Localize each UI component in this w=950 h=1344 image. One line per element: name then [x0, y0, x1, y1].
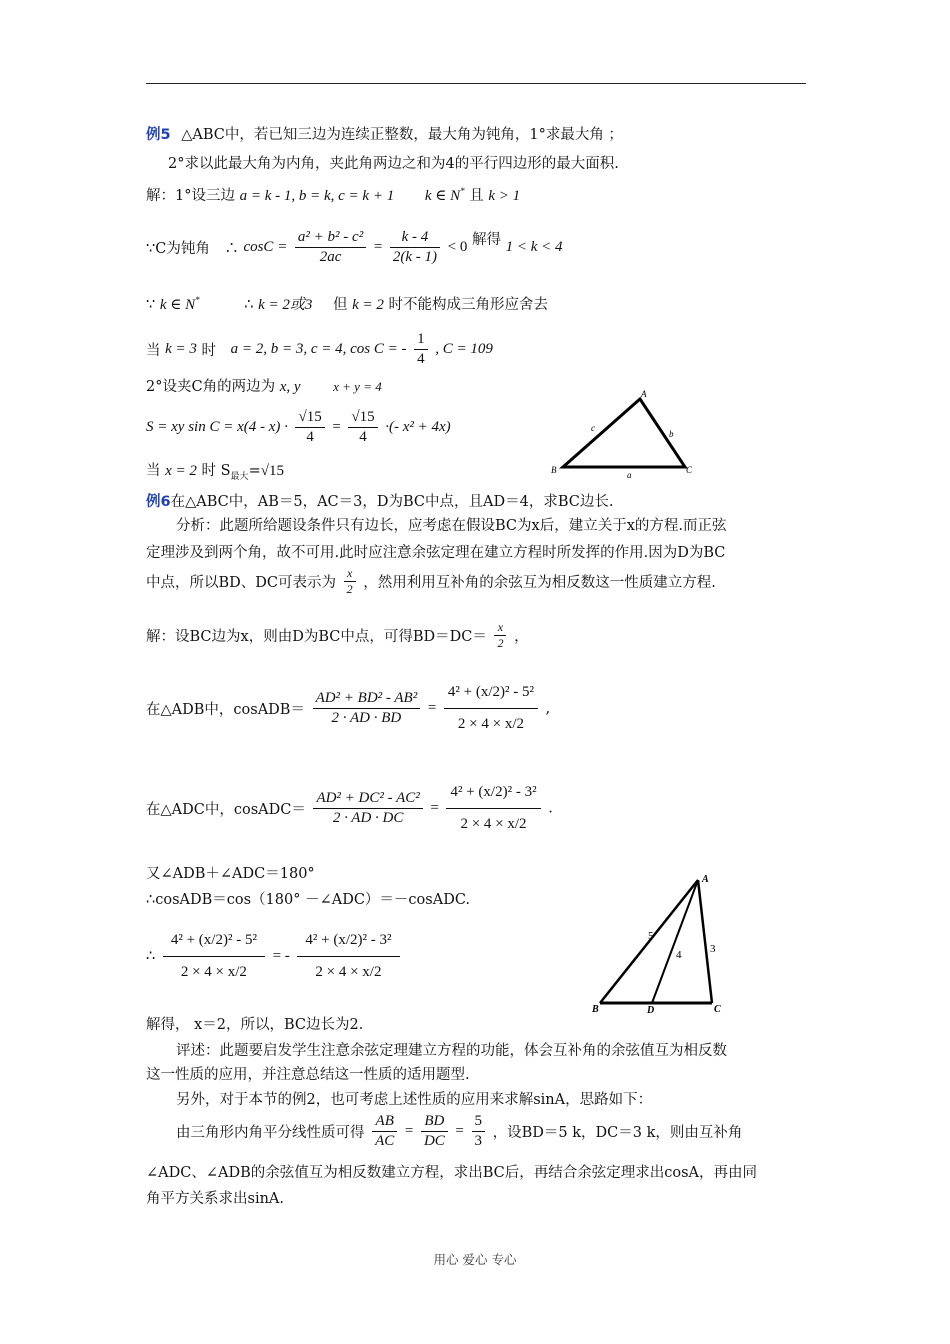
cos-tail: < 0: [447, 238, 468, 255]
when-text: 当: [146, 342, 161, 359]
values-expr: a = 2, b = 3, c = 4, cos C = -: [230, 340, 407, 357]
ex6-equation: [146, 925, 403, 988]
reject-text: 时不能构成三角形应舍去: [388, 297, 548, 313]
ex5-problem-2: 2°求以此最大角为内角，夹此角两边之和为4的平行四边形的最大面积.: [168, 156, 619, 172]
sides-expr: a = k - 1, b = k, c = k + 1: [239, 188, 395, 204]
tri1-label-c-vertex: C: [686, 465, 693, 475]
ex6-also: 另外，对于本节的例2，也可考虑上述性质的应用来求解sinA，思路如下：: [176, 1092, 653, 1108]
tri1-side-a: a: [627, 470, 632, 480]
cos-lhs: cosC =: [243, 238, 288, 255]
max-sub: 最大: [230, 471, 249, 482]
ex5-max: [146, 459, 284, 482]
tri2-vertex-b: B: [592, 1004, 599, 1015]
adb-frac-1: $\frac{\text{AD² + BD² - AB²}}{2 \cdot AD \cdot BD}$: [313, 689, 421, 728]
eq-prefix: ∴: [146, 948, 156, 965]
ab-ac-frac: $\frac{AB}{AC}$: [372, 1112, 397, 1151]
analysis3-a: 中点，所以BD、DC可表示为: [146, 575, 337, 591]
adc-prefix: 在△ADC中，cosADC＝: [146, 801, 306, 818]
ex5-cos-line: [146, 228, 563, 267]
but-text: 但: [332, 297, 348, 313]
adc-tail: .: [548, 800, 553, 817]
when-tail: 时: [201, 342, 216, 359]
solve-text: 解得: [471, 232, 501, 248]
side-ac: [698, 880, 712, 1003]
adb-frac-2: $\frac{\text{4² + (x/2)² - 5²}}{2 \times 4 \times x/2}$: [444, 677, 538, 740]
k-in-n: k ∈ N*: [424, 186, 465, 204]
ex6-problem-line: [146, 490, 613, 511]
tri2-vertex-d: D: [647, 1005, 655, 1016]
ex6-analysis-3: [146, 566, 716, 597]
triangle-figure-1: [545, 385, 700, 480]
ex6-cos-adb: 在△ADB中，cosADB＝ $\frac{\text{AD² + BD² - AB²}}{2 \cdot AD \cdot BD}$ = $\frac{\text{4² + (x/2)² - 5²}}{2 \times 4 \times x/2}$ ,: [146, 677, 550, 740]
half-x-frac: $\frac{x}{2}$: [344, 566, 356, 597]
k-equals-3: k = 3: [165, 340, 197, 357]
since-symbol: ∵: [146, 297, 156, 313]
ex5-k-values: [146, 293, 548, 314]
ex6-angle-sum: 又∠ADB＋∠ADC＝180°: [146, 866, 315, 882]
obtuse-text: ∵C为钝角 ∴: [146, 240, 239, 257]
analysis3-b: ，然用利用互补角的余弦互为相反数这一性质建立方程.: [363, 575, 716, 591]
bisector-b: ，设BD＝5 k，DC＝3 k，则由互补角: [492, 1124, 743, 1141]
therefore-symbol: ∴: [244, 297, 254, 313]
eq-mid: = -: [272, 947, 290, 964]
adb-prefix: 在△ADB中，cosADB＝: [146, 701, 305, 718]
k-equals-2: k = 2: [352, 297, 384, 313]
ex6-comment-2: 这一性质的应用，并注意总结这一性质的适用题型.: [146, 1067, 470, 1083]
k-range: 1 < k < 4: [505, 238, 563, 255]
ex6-final-2: 角平方关系求出sinA.: [146, 1191, 284, 1207]
ex5-area: [146, 408, 451, 447]
ex5-line1: [146, 123, 623, 144]
bisector-a: 由三角形内角平分线性质可得: [176, 1124, 365, 1141]
ex6-solution-line: [146, 620, 529, 651]
cos-eq: =: [373, 238, 383, 255]
k-values: k = 2或3: [258, 297, 313, 313]
xy-vars: x, y: [279, 379, 301, 395]
ex6-analysis-2: 定理涉及到两个角，故不可用.此时应注意余弦定理在建立方程时所发挥的作用.因为D为BC: [146, 545, 726, 561]
half-x-frac-2: $\frac{x}{2}$: [494, 620, 506, 651]
ex6-cos-adc: 在△ADC中，cosADC＝ $\frac{\text{AD² + DC² - AC²}}{2 \cdot AD \cdot DC}$ = $\frac{\text{4² + (x/2)² - 3²}}{2 \times 4 \times x/2}$ .: [146, 777, 553, 840]
ex6-problem: 在△ABC中，AB＝5，AC＝3，D为BC中点，且AD＝4，求BC边长.: [170, 494, 614, 510]
tri2-len-ad: 4: [676, 949, 682, 961]
tri1-label-a-vertex: A: [641, 389, 647, 399]
sqrt15-frac-1: $\frac{√15}{4}$: [295, 408, 324, 447]
tri2-vertex-a: A: [702, 874, 709, 885]
adb-tail: ,: [545, 700, 551, 717]
max-mid: 时 S: [201, 463, 231, 479]
ex5-problem-1: △ABC中，若已知三边为连续正整数，最大角为钝角，1°求最大角 ；: [181, 127, 623, 143]
eq-frac-left: $\frac{\text{4² + (x/2)² - 5²}}{2 \times 4 \times x/2}$: [163, 925, 265, 988]
tri2-len-ab: 5: [648, 930, 654, 942]
angle-c: , C = 109: [435, 340, 493, 357]
area-lhs: S = xy sin C = x(4 - x) ·: [146, 418, 288, 435]
cos-frac-1: $\frac{\text{a² + b² - c²}}{2ac}$: [295, 228, 366, 267]
ex6-analysis-1: 分析：此题所给题设条件只有边长，应考虑在假设BC为x后，建立关于x的方程.而正弦: [176, 518, 727, 534]
max-value: √15: [260, 463, 284, 479]
k-gt-1: k > 1: [488, 188, 521, 204]
tri2-len-ac: 3: [710, 943, 716, 955]
ex6-bisector-line: 由三角形内角平分线性质可得 $\frac{AB}{AC}$ = $\frac{BD}{DC}$ = $\frac{5}{3}$ ，设BD＝5 k，DC＝3 k，则由互补角: [176, 1113, 743, 1149]
tri1-side-c: c: [591, 423, 595, 433]
adc-frac-1: $\frac{\text{AD² + DC² - AC²}}{2 \cdot AD \cdot DC}$: [313, 789, 422, 828]
cos-frac-2: $\frac{k - 4}{2(k - 1)}$: [390, 228, 440, 267]
triangle-abc: [563, 399, 685, 467]
ex6-cos-relation: ∴cosADB＝cos（180° －∠ADC）＝－cosADC.: [146, 892, 471, 908]
tri1-label-b-vertex: B: [551, 465, 557, 475]
adc-frac-2: $\frac{\text{4² + (x/2)² - 3²}}{2 \times 4 \times x/2}$: [446, 777, 540, 840]
page-footer: 用心 爱心 专心: [433, 1252, 517, 1267]
sol-a: 解：设BC边为x，则由D为BC中点，可得BD＝DC＝: [146, 629, 487, 645]
median-ad: [652, 880, 698, 1003]
part2-text: 2°设夹C角的两边为: [146, 379, 276, 395]
sol-prefix: 解：1°设三边: [146, 188, 235, 204]
ex6-label: 例6: [146, 494, 171, 510]
max-prefix: 当: [146, 463, 161, 479]
five-three-frac: $\frac{5}{3}$: [472, 1112, 486, 1151]
tri1-side-b: b: [669, 429, 674, 439]
max-eq: =: [248, 463, 261, 479]
ex5-label: 例5: [146, 127, 171, 143]
header-rule: [146, 83, 806, 84]
ex6-result: 解得， x＝2，所以，BC边长为2.: [146, 1017, 364, 1033]
ex6-comment-1: 评述：此题要启发学生注意余弦定理建立方程的功能，体会互补角的余弦值互为相反数: [176, 1043, 727, 1059]
bd-dc-frac: $\frac{BD}{DC}$: [421, 1112, 448, 1151]
ex6-final-1: ∠ADC、∠ADB的余弦值互为相反数建立方程，求出BC后，再结合余弦定理求出cosA，再由同: [146, 1165, 758, 1181]
eq-frac-right: $\frac{\text{4² + (x/2)² - 3²}}{2 \times 4 \times x/2}$: [297, 925, 399, 988]
k-in-n-2: k ∈ N*: [159, 295, 200, 313]
sol-b: ，: [514, 629, 529, 645]
tri2-vertex-c: C: [714, 1004, 721, 1015]
and-text: 且: [469, 188, 484, 204]
triangle-figure-2: [590, 868, 730, 1018]
x-equals-2: x = 2: [165, 463, 197, 479]
xy-sum: x + y = 4: [333, 379, 382, 394]
area-eq: =: [332, 418, 341, 435]
quarter-frac: $\frac{1}{4}$: [414, 330, 428, 369]
ex5-when-k3: [146, 330, 493, 369]
area-tail: ·(- x² + 4x): [385, 418, 451, 435]
sqrt15-frac-2: $\frac{√15}{4}$: [348, 408, 377, 447]
ex5-solution-1: [146, 184, 520, 205]
ex5-part2: [146, 375, 382, 396]
